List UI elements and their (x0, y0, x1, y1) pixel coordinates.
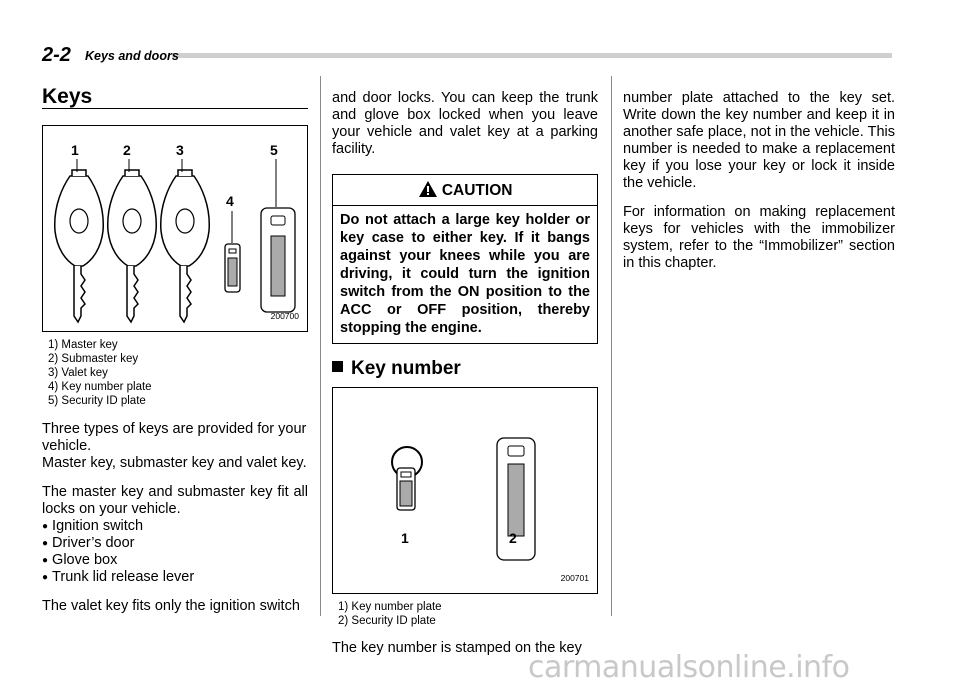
page-number: 2-2 (42, 44, 71, 66)
key-ring-plate-drawing (392, 447, 422, 510)
paragraph (42, 421, 308, 472)
paragraph: The valet key fits only the ignition switch (42, 598, 300, 614)
bullet-list (42, 518, 308, 586)
key-number-illustration (333, 388, 597, 593)
watermark: carmanualsonline.info (528, 650, 850, 685)
list-item: ● Trunk lid release lever (42, 569, 308, 586)
figure-caption (42, 338, 308, 408)
square-bullet-icon (332, 361, 343, 372)
page-header (42, 46, 892, 70)
header-rule (172, 53, 892, 58)
paragraph-text: Master key, submaster key and valet key. (42, 455, 307, 471)
column-divider (611, 76, 612, 616)
keys-illustration (43, 126, 307, 331)
column-1 (42, 80, 308, 615)
callout-4: 4 (226, 193, 234, 209)
paragraph: For information on making replacement keys for vehicles with the immobilizer system, refer to the “Immobilizer” section in this chapter. (623, 204, 895, 271)
subsection-heading: Key number (332, 360, 598, 377)
caption-item: 5) Security ID plate (48, 395, 146, 407)
security-id-plate-drawing (261, 208, 295, 312)
figure-code: 200701 (560, 573, 589, 583)
list-item: ● Glove box (42, 552, 308, 569)
paragraph: The master key and submaster key fit all locks on your vehicle. (42, 484, 308, 517)
section-heading: Keys (42, 88, 308, 109)
caution-header (333, 175, 597, 206)
callout-2: 2 (123, 142, 131, 158)
callout-2: 2 (509, 530, 517, 546)
valet-key-drawing (161, 170, 210, 322)
caption-item: 1) Master key (48, 339, 118, 351)
paragraph: number plate attached to the key set. Write down the key number and keep it in another safe place, not in the vehicle. This number is needed to make a replacement key if you lose your key or lock it inside the vehicle. (623, 90, 895, 191)
caution-title: CAUTION (441, 182, 513, 199)
section-title: Keys and doors (85, 49, 179, 63)
submaster-key-drawing (108, 170, 157, 322)
caption-item: 4) Key number plate (48, 381, 152, 393)
caption-item: 1) Key number plate (338, 601, 442, 613)
paragraph: and door locks. You can keep the trunk and glove box locked when you leave your vehicle and valet key at a parking facility. (332, 90, 598, 157)
caution-box (332, 174, 598, 344)
paragraph: The key number is stamped on the key (332, 640, 582, 656)
caution-text: Do not attach a large key holder or key case to either key. If it bangs against your knees while you are driving, it could turn the ignition switch from the ON position to the ACC or OFF position, thereby stopping the engine. (340, 212, 590, 336)
caption-item: 2) Submaster key (48, 353, 139, 365)
key-number-figure (332, 387, 598, 594)
callout-5: 5 (270, 142, 278, 158)
callout-3: 3 (176, 142, 184, 158)
column-2 (332, 80, 598, 657)
warning-icon (418, 180, 438, 198)
caption-item: 2) Security ID plate (338, 615, 436, 627)
master-key-drawing (55, 170, 104, 322)
caption-item: 3) Valet key (48, 367, 108, 379)
callout-1: 1 (71, 142, 79, 158)
figure-caption (332, 600, 598, 628)
column-3 (623, 80, 895, 272)
callout-1: 1 (401, 530, 409, 546)
list-item: ● Ignition switch (42, 518, 308, 535)
paragraph-text: Three types of keys are provided for your vehicle. (42, 421, 307, 454)
list-item: ● Driver’s door (42, 535, 308, 552)
key-number-plate-drawing (225, 244, 240, 292)
figure-code: 200700 (270, 311, 299, 321)
column-divider (320, 76, 321, 616)
keys-figure (42, 125, 308, 332)
